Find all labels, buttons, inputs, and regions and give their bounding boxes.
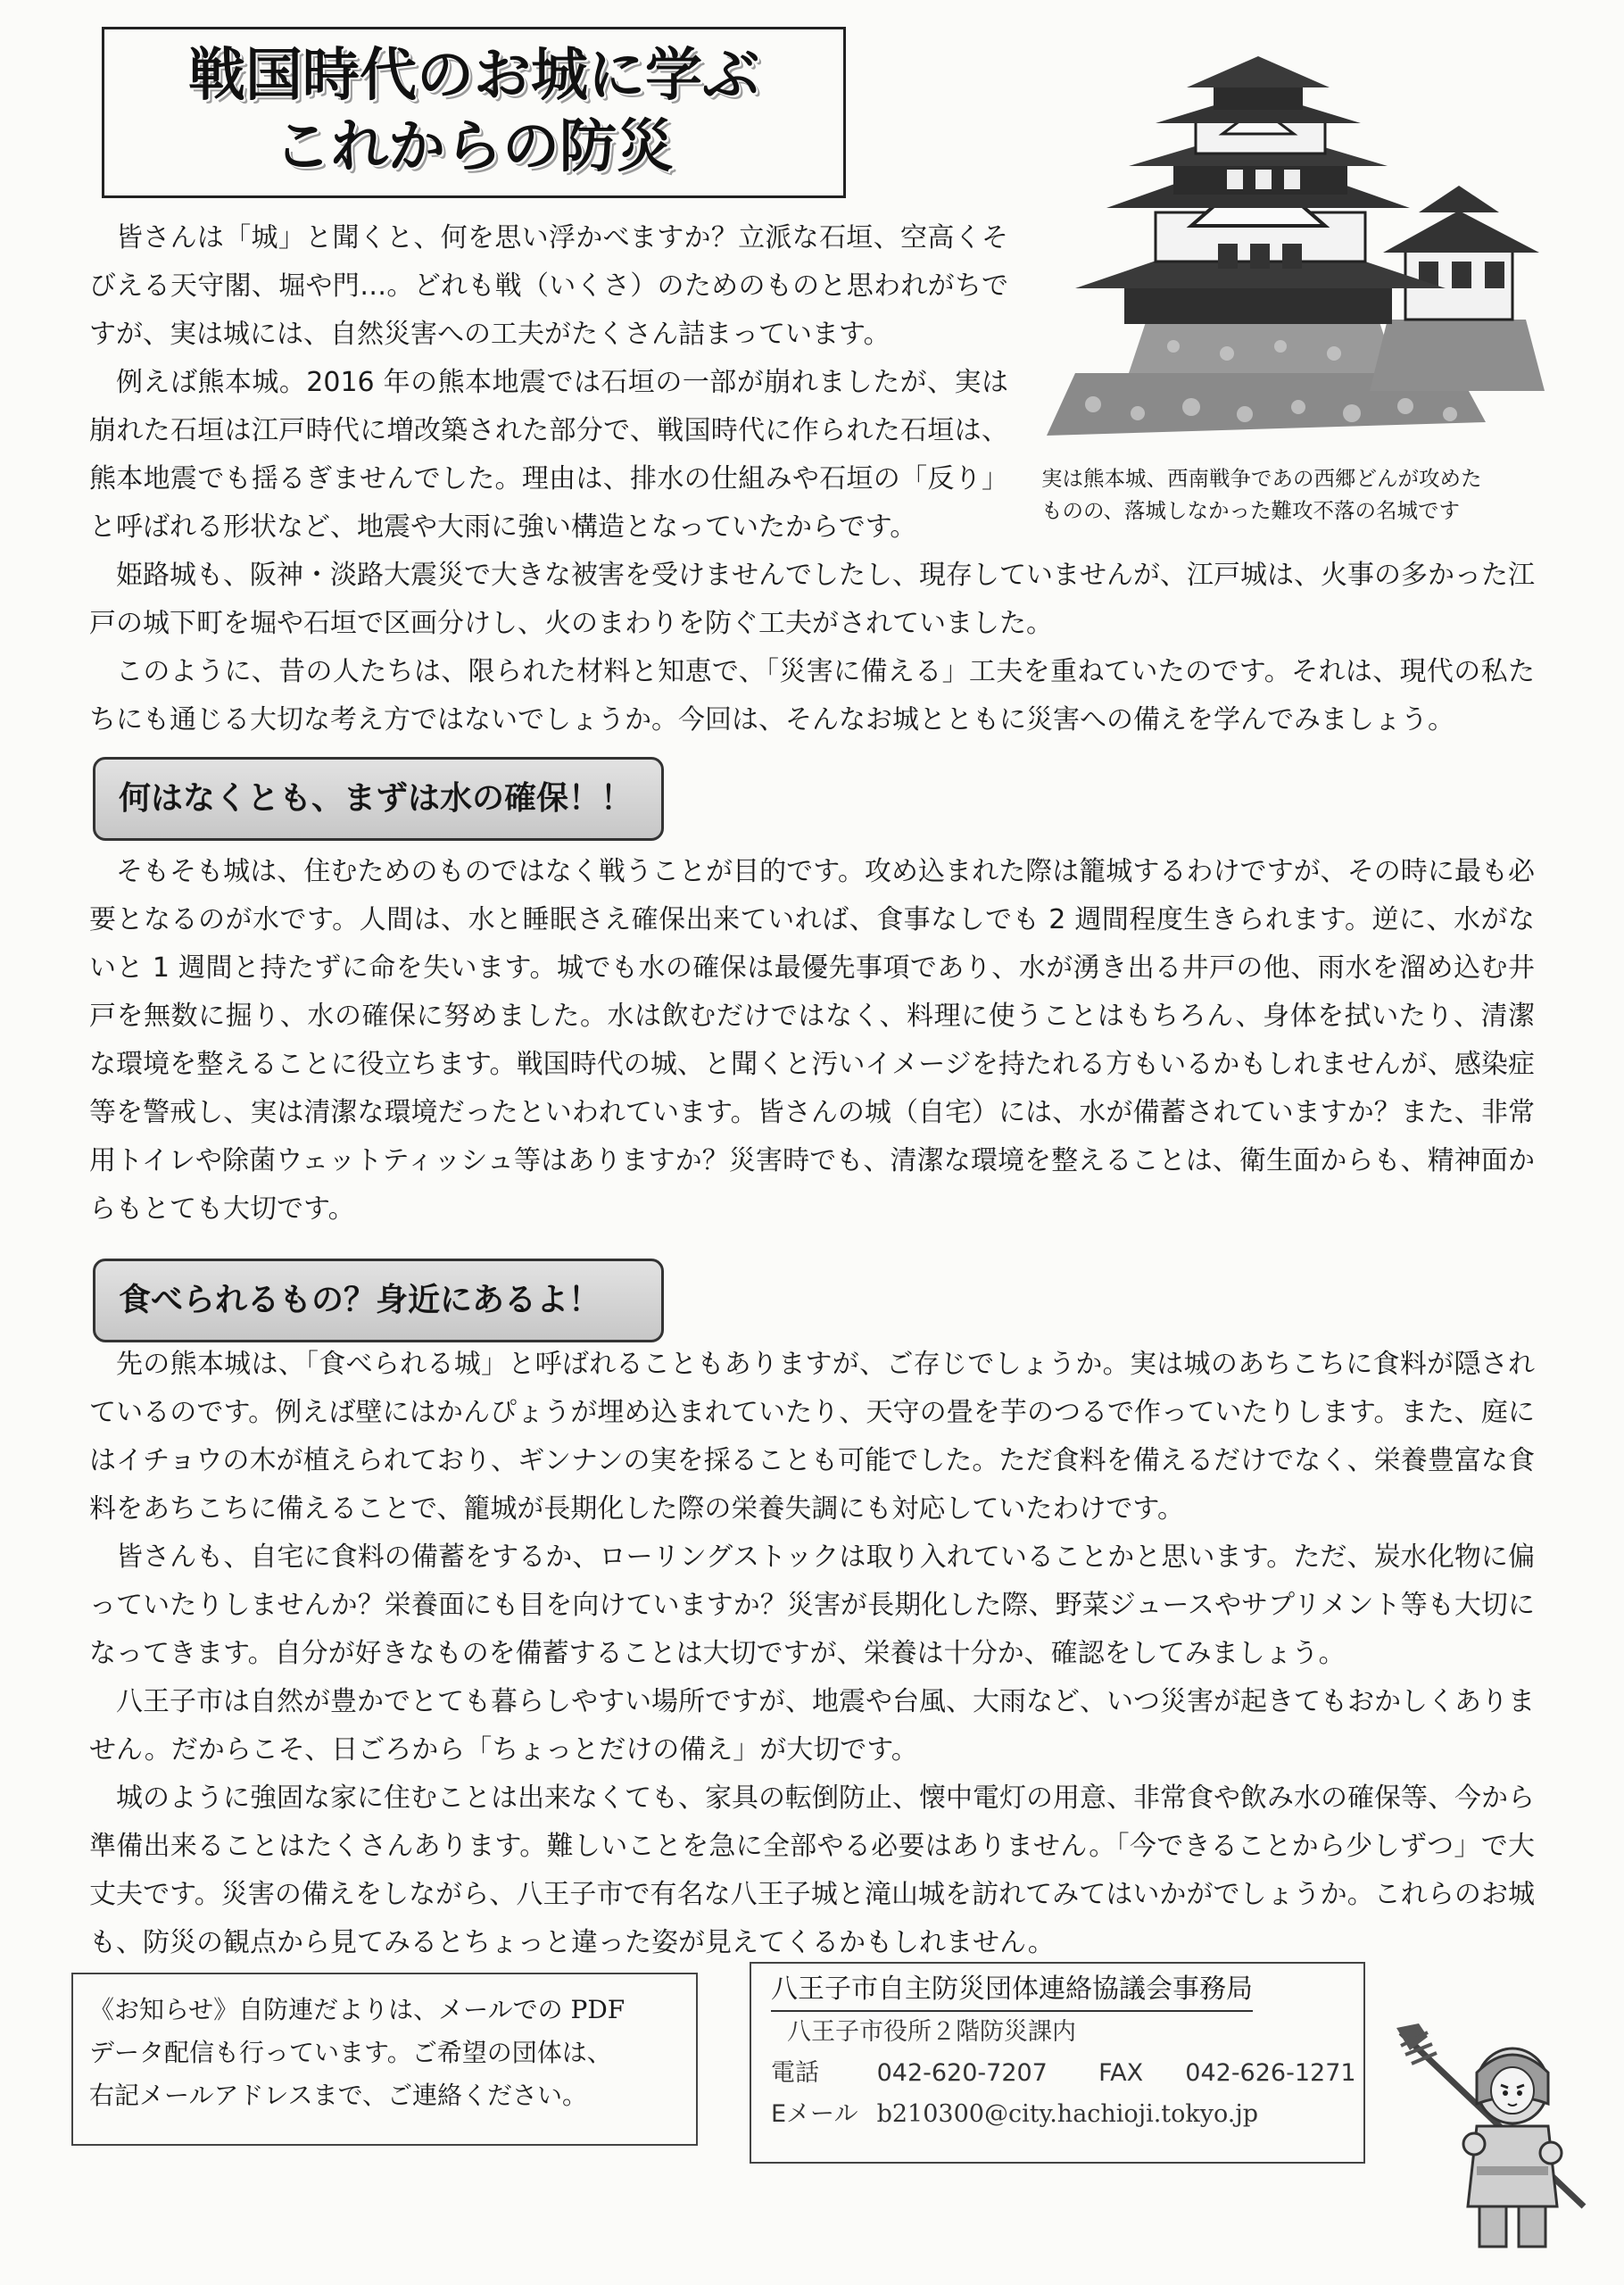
section2-paragraph-3: 八王子市は自然が豊かでとても暮らしやすい場所ですが、地震や台風、大雨など、いつ災害が起きてもおかしくありません。だからこそ、日ごろから「ちょっとだけの備え」が大切です。 [89, 1686, 1535, 1766]
intro-paragraph-2: 例えば熊本城。2016 年の熊本地震では石垣の一部が崩れましたが、実は崩れた石垣は江戸時代に増改築された部分で、戦国時代に作られた石垣は、熊本地震でも揺るぎませんでした。理由は、排水の仕組みや石垣の「反り」と呼ばれる形状など、地震や大雨に強い構造となっていたからです。 [89, 367, 1008, 543]
tel-label: 電話 [771, 2059, 819, 2087]
contact-box [750, 1962, 1365, 2164]
contact-organization: 八王子市自主防災団体連絡協議会事務局 [771, 1969, 1253, 2012]
contact-office: 八王子市役所２階防災課内 [787, 2018, 1076, 2046]
email-label: Eメール [771, 2100, 858, 2128]
figure-caption [1041, 462, 1577, 527]
castle-illustration [1040, 52, 1545, 449]
notice-box [71, 1973, 698, 2146]
title-box [102, 27, 846, 198]
tel-number: 042-620-7207 [876, 2059, 1048, 2087]
section2-paragraph-4: 城のように強固な家に住むことは出来なくても、家具の転倒防止、懐中電灯の用意、非常食や飲み水の確保等、今から準備出来ることはたくさんあります。難しいことを急に全部やる必要はありません。「今できることから少しずつ」で大丈夫です。災害の備えをしながら、八王子市で有名な八王子城と滝山城を訪れてみてはいかがでしょうか。これらのお城も、防災の観点から見てみるとちょっと違った姿が見えてくるかもしれません。 [89, 1782, 1535, 1958]
notice-line-2: データ配信も行っています。ご希望の団体は、 [89, 2038, 612, 2067]
title-line2: これからの防災 [274, 114, 674, 180]
fax-number: 042-626-1271 [1185, 2059, 1356, 2087]
caption-line-1: 実は熊本城、西南戦争であの西郷どんが攻めた [1041, 466, 1482, 491]
notice-line-3: 右記メールアドレスまで、ご連絡ください。 [89, 2081, 588, 2110]
caption-line-2: ものの、落城しなかった難攻不落の名城です [1041, 498, 1461, 523]
section1-paragraph: そもそも城は、住むためのものではなく戦うことが目的です。攻め込まれた際は籠城するわけですが、その時に最も必要となるのが水です。人間は、水と睡眠さえ確保出来ていれば、食事なしでも 2 週間程度生きられます。逆に、水がないと 1 週間と持たずに命を失います。城でも水の確保は最優先事項であり、水が湧き出る井戸の他、雨水を溜め込む井戸を無数に掘り、水の確保に努めました。水は飲むだけではなく、料理に使うことはもちろん、身体を拭いたり、清潔な環境を整えることに役立ちます。戦国時代の城、と聞くと汚いイメージを持たれる方もいるかもしれませんが、感染症等を警戒し、実は清潔な環境だったといわれています。皆さんの城（自宅）には、水が備蓄されていますか？また、非常用トイレや除菌ウェットティッシュ等はありますか？災害時でも、清潔な環境を整えることは、衛生面からも、精神面からもとても大切です。 [89, 856, 1535, 1225]
section2-paragraph-1: 先の熊本城は、「食べられる城」と呼ばれることもありますが、ご存じでしょうか。実は城のあちこちに食料が隠されているのです。例えば壁にはかんぴょうが埋め込まれていたり、天守の畳を芋のつるで作っていたりします。また、庭にはイチョウの木が植えられており、ギンナンの実を採ることも可能でした。ただ食料を備えるだけでなく、栄養豊富な食料をあちこちに備えることで、籠城が長期化した際の栄養失調にも対応していたわけです。 [89, 1349, 1535, 1525]
section2-paragraph-2: 皆さんも、自宅に食料の備蓄をするか、ローリングストックは取り入れていることかと思います。ただ、炭水化物に偏っていたりしませんか？栄養面にも目を向けていますか？災害が長期化した際、野菜ジュースやサプリメント等も大切になってきます。自分が好きなものを備蓄することは大切ですが、栄養は十分か、確認をしてみましょう。 [89, 1541, 1535, 1669]
firefighter-illustration [1392, 2019, 1597, 2260]
intro-paragraph-4: このように、昔の人たちは、限られた材料と知恵で、「災害に備える」工夫を重ねていたのです。それは、現代の私たちにも通じる大切な考え方ではないでしょうか。今回は、そんなお城とともに災害への備えを学んでみましょう。 [89, 656, 1535, 735]
notice-line-1: 《お知らせ》自防連だよりは、メールでの PDF [89, 1995, 626, 2024]
email-address[interactable]: b210300@city.hachioji.tokyo.jp [876, 2100, 1259, 2128]
fax-label: FAX [1098, 2059, 1144, 2087]
section2-heading: 食べられるもの？身近にあるよ！ [93, 1259, 664, 1342]
intro-paragraph-1: 皆さんは「城」と聞くと、何を思い浮かべますか？立派な石垣、空高くそびえる天守閣、堀や門…。どれも戦（いくさ）のためのものと思われがちですが、実は城には、自然災害への工夫がたくさん詰まっています。 [89, 222, 1008, 350]
title-line1: 戦国時代のお城に学ぶ [188, 43, 759, 109]
intro-paragraph-3: 姫路城も、阪神・淡路大震災で大きな被害を受けませんでしたし、現存していませんが、江戸城は、火事の多かった江戸の城下町を堀や石垣で区画分けし、火のまわりを防ぐ工夫がされていました。 [89, 560, 1535, 639]
section1-heading: 何はなくとも、まずは水の確保！！ [93, 757, 664, 841]
